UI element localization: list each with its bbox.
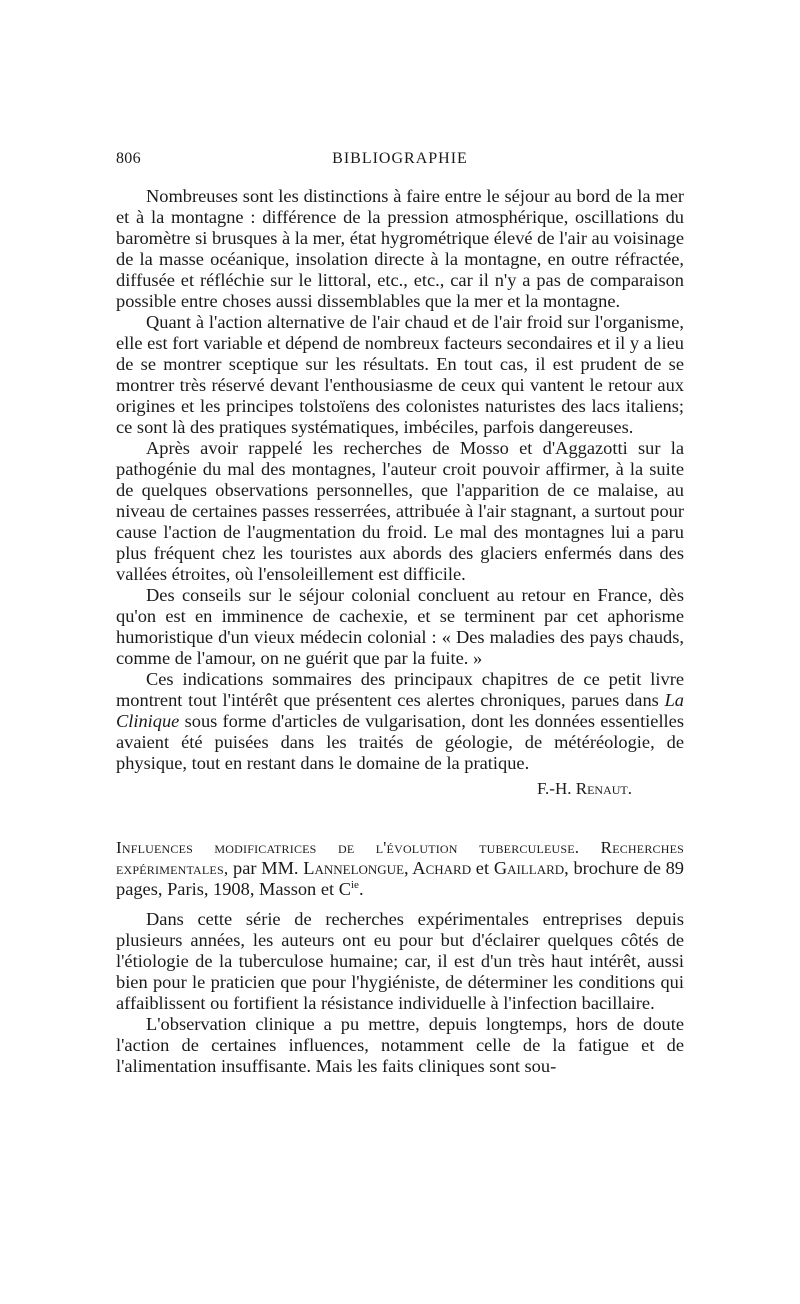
page-header (116, 150, 684, 176)
review-author-last: Gaillard, (493, 858, 569, 878)
paragraph: Nombreuses sont les distinctions à faire entre le séjour au bord de la mer et à la montagne : différence de la pression atmosphérique, oscillations du baromètre si brusques à la mer, état hygrométrique élevé de l'air au voisinage de la masse océanique, insolation directe à la montagne, en outre réfractée, diffusée et réfléchie sur le littoral, etc., etc., car il n'y a pas de comparaison possible entre choses aussi dissemblables que la mer et la montagne. (116, 186, 684, 311)
review-heading (116, 837, 684, 900)
second-review (116, 909, 684, 1077)
review-signature: F.-H. Renaut. (536, 779, 632, 798)
review-title-end: . (358, 879, 364, 899)
paragraph: Quant à l'action alternative de l'air chaud et de l'air froid sur l'organisme, elle est fort variable et dépend de nombreux facteurs secondaires et il y a lieu de se montrer sceptique sur les résultats. En tout cas, il est prudent de se montrer très réservé devant l'enthousiasme de ceux qui vantent le retour aux origines et les principes tolstoïens des colonistes naturistes des lacs italiens; ce sont là des pratiques systématiques, imbéciles, parfois dangereuses. (116, 312, 684, 437)
review-publication-info: brochure de 89 pages, Paris, 1908, Masson et C (116, 858, 685, 899)
review-title-par: par MM. (228, 858, 304, 878)
page-number: 806 (116, 150, 141, 167)
paragraph: Des conseils sur le séjour colonial concluent au retour en France, dès qu'on est en imminence de cachexie, et se terminent par cet aphorisme humoristique d'un vieux médecin colonial : « Des maladies des pays chauds, comme de l'amour, on ne guérit que par la fuite. » (116, 585, 684, 668)
running-title: BIBLIOGRAPHIE (332, 150, 468, 167)
paragraph: Dans cette série de recherches expérimentales entreprises depuis plusieurs années, les auteurs ont eu pour but d'éclairer quelques côtés de l'étiologie de la tuberculose humaine; car, il est d'un très haut intérêt, aussi bien pour le praticien que pour l'hygiéniste, de déterminer les conditions qui affaiblissent ou fortifient la résistance individuelle à l'infection bacillaire. (116, 909, 684, 1013)
document-page (116, 150, 684, 1077)
first-review (116, 186, 684, 799)
paragraph: L'observation clinique a pu mettre, depuis longtemps, hors de doute l'action de certaines influences, notamment celle de la fatigue et de l'alimentation insuffisante. Mais les faits cliniques sont sou- (116, 1014, 684, 1076)
review-title-and: et (471, 858, 494, 878)
review-authors: Lannelongue, Achard (303, 858, 472, 878)
paragraph: Après avoir rappelé les recherches de Mosso et d'Aggazotti sur la pathogénie du mal des montagnes, l'auteur croit pouvoir affirmer, à la suite de quelques observations personnelles, que l'apparition de ce malaise, au niveau de certaines passes resserrées, attribuée à l'air stagnant, a surtout pour cause l'action de l'augmentation du froid. Le mal des montagnes lui a paru plus fréquent chez les touristes aux abords des glaciers enfermés dans des vallées étroites, où l'ensoleillement est difficile. (116, 438, 684, 584)
review-title: Influences modificatrices de l'évolution tuberculeuse. Recherches expérimentales, (116, 838, 684, 878)
journal-title: La Clinique (116, 690, 684, 731)
paragraph: Ces indications sommaires des principaux chapitres de ce petit livre montrent tout l'intérêt que présentent ces alertes chroniques, parues dans La Clinique sous forme d'articles de vulgarisation, dont les données essentielles avaient été puisées dans les traités de géologie, de météréologie, de physique, tout en restant dans le domaine de la pratique. (116, 669, 684, 773)
review-publisher-suffix: ie (350, 878, 359, 891)
